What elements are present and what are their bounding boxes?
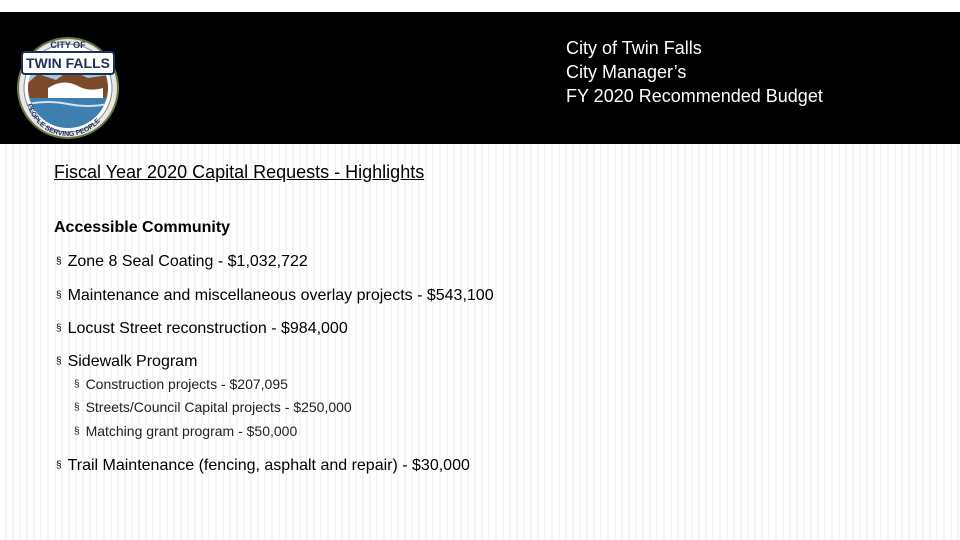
list-item-text: Trail Maintenance (fencing, asphalt and repair) - $30,000 — [67, 457, 470, 474]
bullet-icon: § — [56, 256, 62, 267]
bullet-icon: § — [74, 426, 80, 437]
list-item — [56, 457, 470, 475]
list-item-text: Zone 8 Seal Coating - $1,032,722 — [67, 253, 308, 270]
section-heading: Accessible Community — [54, 219, 231, 236]
list-item-text: Sidewalk Program — [67, 353, 198, 370]
list-item — [56, 353, 197, 371]
header-office: City Manager’s — [566, 62, 687, 82]
list-item — [56, 253, 308, 271]
bullet-icon: § — [56, 290, 62, 301]
bullet-icon: § — [56, 323, 62, 334]
top-margin — [0, 0, 960, 12]
sub-list-item-text: Construction projects - $207,095 — [85, 376, 288, 392]
bullet-icon: § — [56, 460, 62, 471]
logo-name-text: TWIN FALLS — [26, 55, 110, 71]
sub-list-item — [74, 399, 352, 415]
sub-list-item-text: Matching grant program - $50,000 — [85, 423, 298, 439]
list-item — [56, 320, 348, 338]
logo-top-text: CITY OF — [50, 40, 86, 50]
sub-list-item — [74, 376, 288, 392]
header-city: City of Twin Falls — [566, 38, 702, 58]
bullet-icon: § — [74, 402, 80, 413]
list-item-text: Maintenance and miscellaneous overlay projects - $543,100 — [67, 287, 494, 304]
city-logo — [8, 30, 128, 140]
sub-list-item-text: Streets/Council Capital projects - $250,000 — [85, 399, 352, 415]
header-bar — [0, 12, 960, 144]
slide-title: Fiscal Year 2020 Capital Requests - Highlights — [54, 162, 425, 182]
list-item-text: Locust Street reconstruction - $984,000 — [67, 320, 348, 337]
header-title-block — [566, 36, 823, 108]
logo-ring-text: PEOPLE SERVING PEOPLE — [25, 102, 102, 139]
sub-list-item — [74, 423, 297, 439]
list-item — [56, 287, 494, 305]
bullet-icon: § — [74, 379, 80, 390]
header-budget: FY 2020 Recommended Budget — [566, 86, 823, 106]
bullet-icon: § — [56, 356, 62, 367]
